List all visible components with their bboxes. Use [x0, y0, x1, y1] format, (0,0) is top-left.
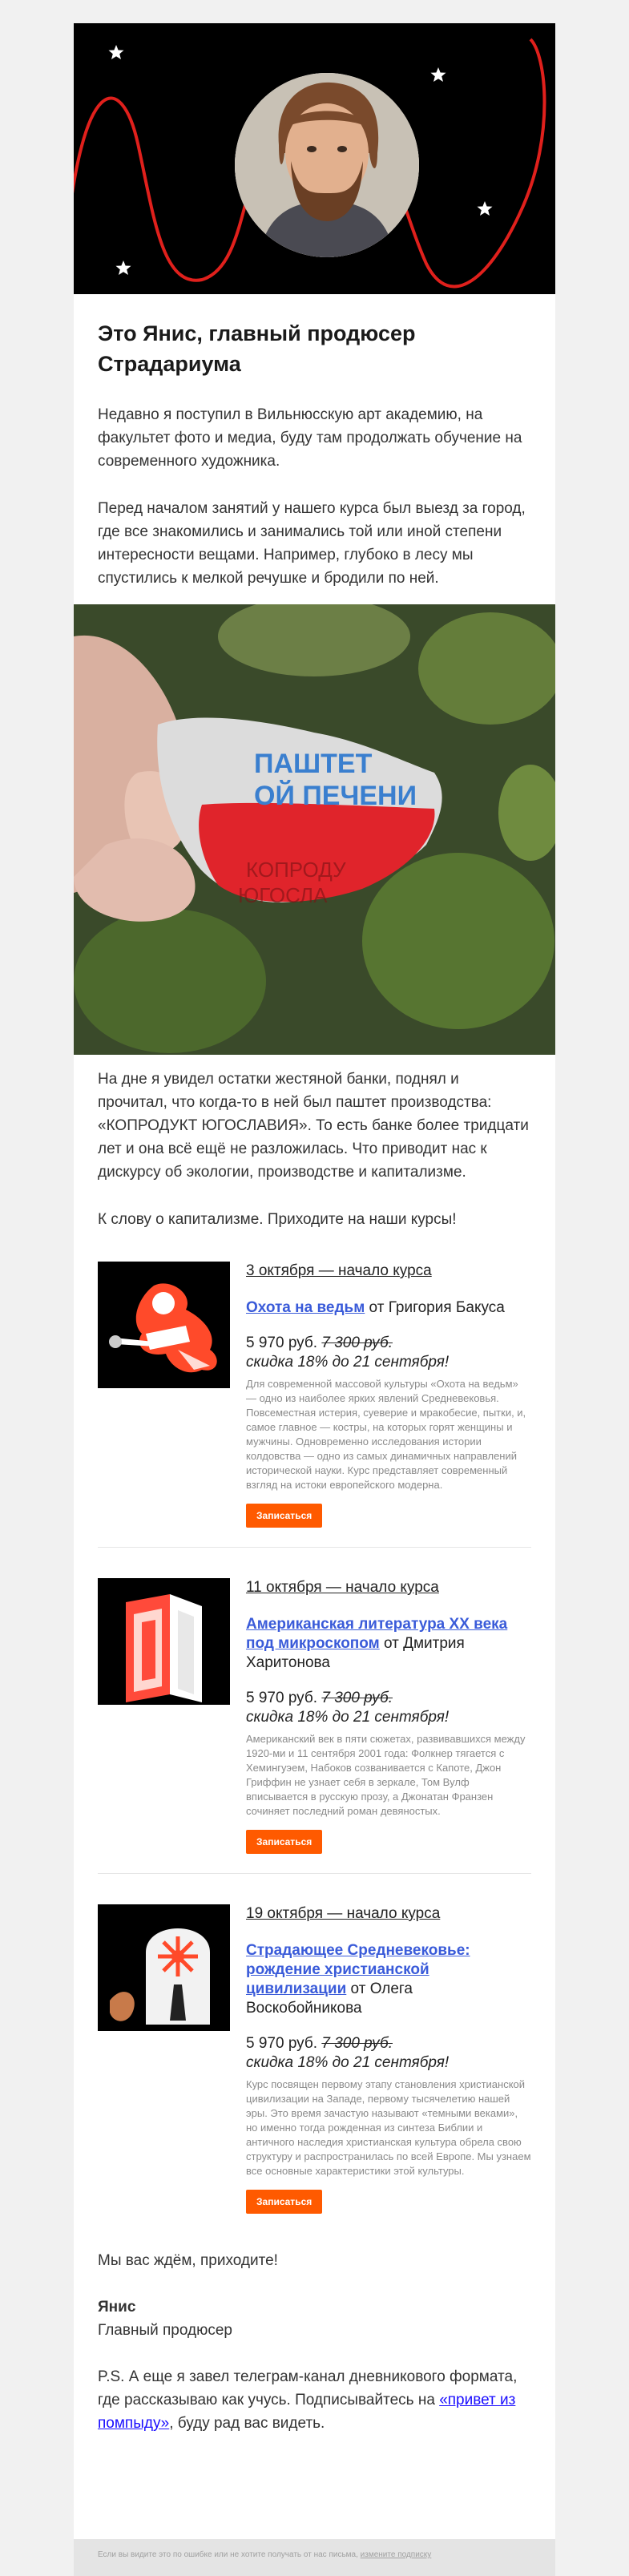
course-date[interactable]: 11 октября — начало курса: [246, 1579, 439, 1596]
enroll-button[interactable]: Записаться: [246, 2190, 322, 2214]
ps-text-end: , буду рад вас видеть.: [169, 2415, 325, 2432]
tin-can-photo: [74, 604, 555, 1055]
course-card: [74, 1874, 555, 2214]
postscript: [98, 2365, 531, 2435]
page-title: Это Янис, главный продюсер Страдариума: [98, 321, 416, 376]
course-description: Американский век в пяти сюжетах, развивавшихся между 1920-ми и 11 сентября 2001 года: Фолкнер тягается с Хемингуэем, Набоков созванивается с Капоте, Джон Гриффин не узнает себя в зеркале, Том Вулф вписывается в русскую прозу, а Джонатан Франзен сочиняет последний роман девяностых.: [246, 1733, 526, 1817]
course-price: 5 970 руб.: [246, 2035, 322, 2052]
unsubscribe-link[interactable]: измените подписку: [360, 2550, 432, 2559]
signature-name: Янис: [98, 2299, 136, 2316]
can-text: ПАШТЕТ: [254, 749, 373, 779]
course-author: от Олега Воскобойникова: [246, 1980, 413, 2017]
ps-text: P.S. А еще я завел телеграм-канал дневникового формата, где рассказываю как учусь. Подписывайтесь на: [98, 2368, 518, 2408]
course-old-price: 7 300 руб.: [321, 2035, 393, 2052]
star-icon: [431, 67, 446, 82]
course-old-price: 7 300 руб.: [321, 1334, 393, 1351]
footer: [74, 2539, 555, 2576]
course-description: Для современной массовой культуры «Охота на ведьм» — одно из наиболее ярких явлений Средневековья. Повсеместная истерия, суеверие и мракобесие, пытки, и, самое главное — костры, на которых горят женщины и мужчины. Одновременно исследования истории колдовства — одно из самых динамичных направлений исторической науки. Курс представляет современный взгляд на истоки европейского модерна.: [246, 1378, 526, 1491]
signature-role: Главный продюсер: [98, 2322, 232, 2339]
can-text: КОПРОДУ: [246, 858, 346, 882]
author-portrait: [235, 73, 419, 257]
can-text: ОЙ ПЕЧЕНИ: [254, 781, 417, 811]
course-description: Курс посвящен первому этапу становления христианской цивилизации на Западе, первому тысячелетию нашей эры. Это время зачастую называют «темными веками», но именно тогда рожденная из синтеза Библии и античного наследия христианская культура обрела свою структуру и распространилась по всей Европе. Мы узнаем все основные характеристики этой культуры.: [246, 2078, 531, 2177]
course-card: [74, 1231, 555, 1528]
course-cover-medieval: [98, 1904, 230, 2031]
course-date[interactable]: 19 октября — начало курса: [246, 1905, 441, 1922]
intro-paragraph-2: Перед началом занятий у нашего курса был выезд за город, где все знакомились и занимались той или иной степени интересности вещами. Например, глубоко в лесу мы спустились к мелкой речушке и бродили по ней.: [98, 500, 526, 587]
star-icon: [109, 45, 124, 59]
course-author: от Дмитрия Харитонова: [246, 1635, 465, 1671]
story-paragraph-1: На дне я увидел остатки жестяной банки, поднял и прочитал, что когда-то в ней был паштет производства: «КОПРОДУКТ ЮГОСЛАВИЯ». То есть банке более тридцати лет и она всё ещё не разложилась. Что приводит нас к дискурсу об экологии, производстве и капитализме.: [98, 1071, 529, 1181]
course-author: от Григория Бакуса: [365, 1299, 505, 1316]
course-title-link[interactable]: Страдающее Средневековье: рождение христианской цивилизации: [246, 1942, 470, 1997]
course-cover-books: [98, 1578, 230, 1705]
course-cover-witch: [98, 1262, 230, 1388]
email-container: [74, 23, 555, 2576]
story-paragraph-2: К слову о капитализме. Приходите на наши курсы!: [98, 1211, 457, 1228]
course-price: 5 970 руб.: [246, 1334, 322, 1351]
telegram-channel-link[interactable]: «привет из помпыду»: [98, 2392, 516, 2432]
course-card: [74, 1548, 555, 1854]
course-old-price: 7 300 руб.: [321, 1690, 393, 1706]
course-title-link[interactable]: Охота на ведьм: [246, 1299, 365, 1316]
course-date[interactable]: 3 октября — начало курса: [246, 1262, 432, 1279]
intro-paragraph-1: Недавно я поступил в Вильнюсскую арт академию, на факультет фото и медиа, буду там продолжать обучение на современного художника.: [98, 406, 522, 470]
hero-banner: [74, 23, 555, 294]
course-discount: скидка 18% до 21 сентября!: [246, 2054, 450, 2071]
course-discount: скидка 18% до 21 сентября!: [246, 1709, 450, 1726]
enroll-button[interactable]: Записаться: [246, 1504, 322, 1528]
course-discount: скидка 18% до 21 сентября!: [246, 1354, 450, 1371]
star-icon: [478, 201, 493, 216]
course-title-link[interactable]: Американская литература XX века под микроскопом: [246, 1616, 508, 1652]
closing-line: Мы вас ждём, приходите!: [98, 2252, 278, 2269]
star-icon: [116, 260, 131, 275]
can-text: ЮГОСЛА: [238, 883, 328, 907]
course-price: 5 970 руб.: [246, 1690, 322, 1706]
footer-text: Если вы видите это по ошибке или не хотите получать от нас письма,: [98, 2550, 361, 2559]
enroll-button[interactable]: Записаться: [246, 1830, 322, 1854]
